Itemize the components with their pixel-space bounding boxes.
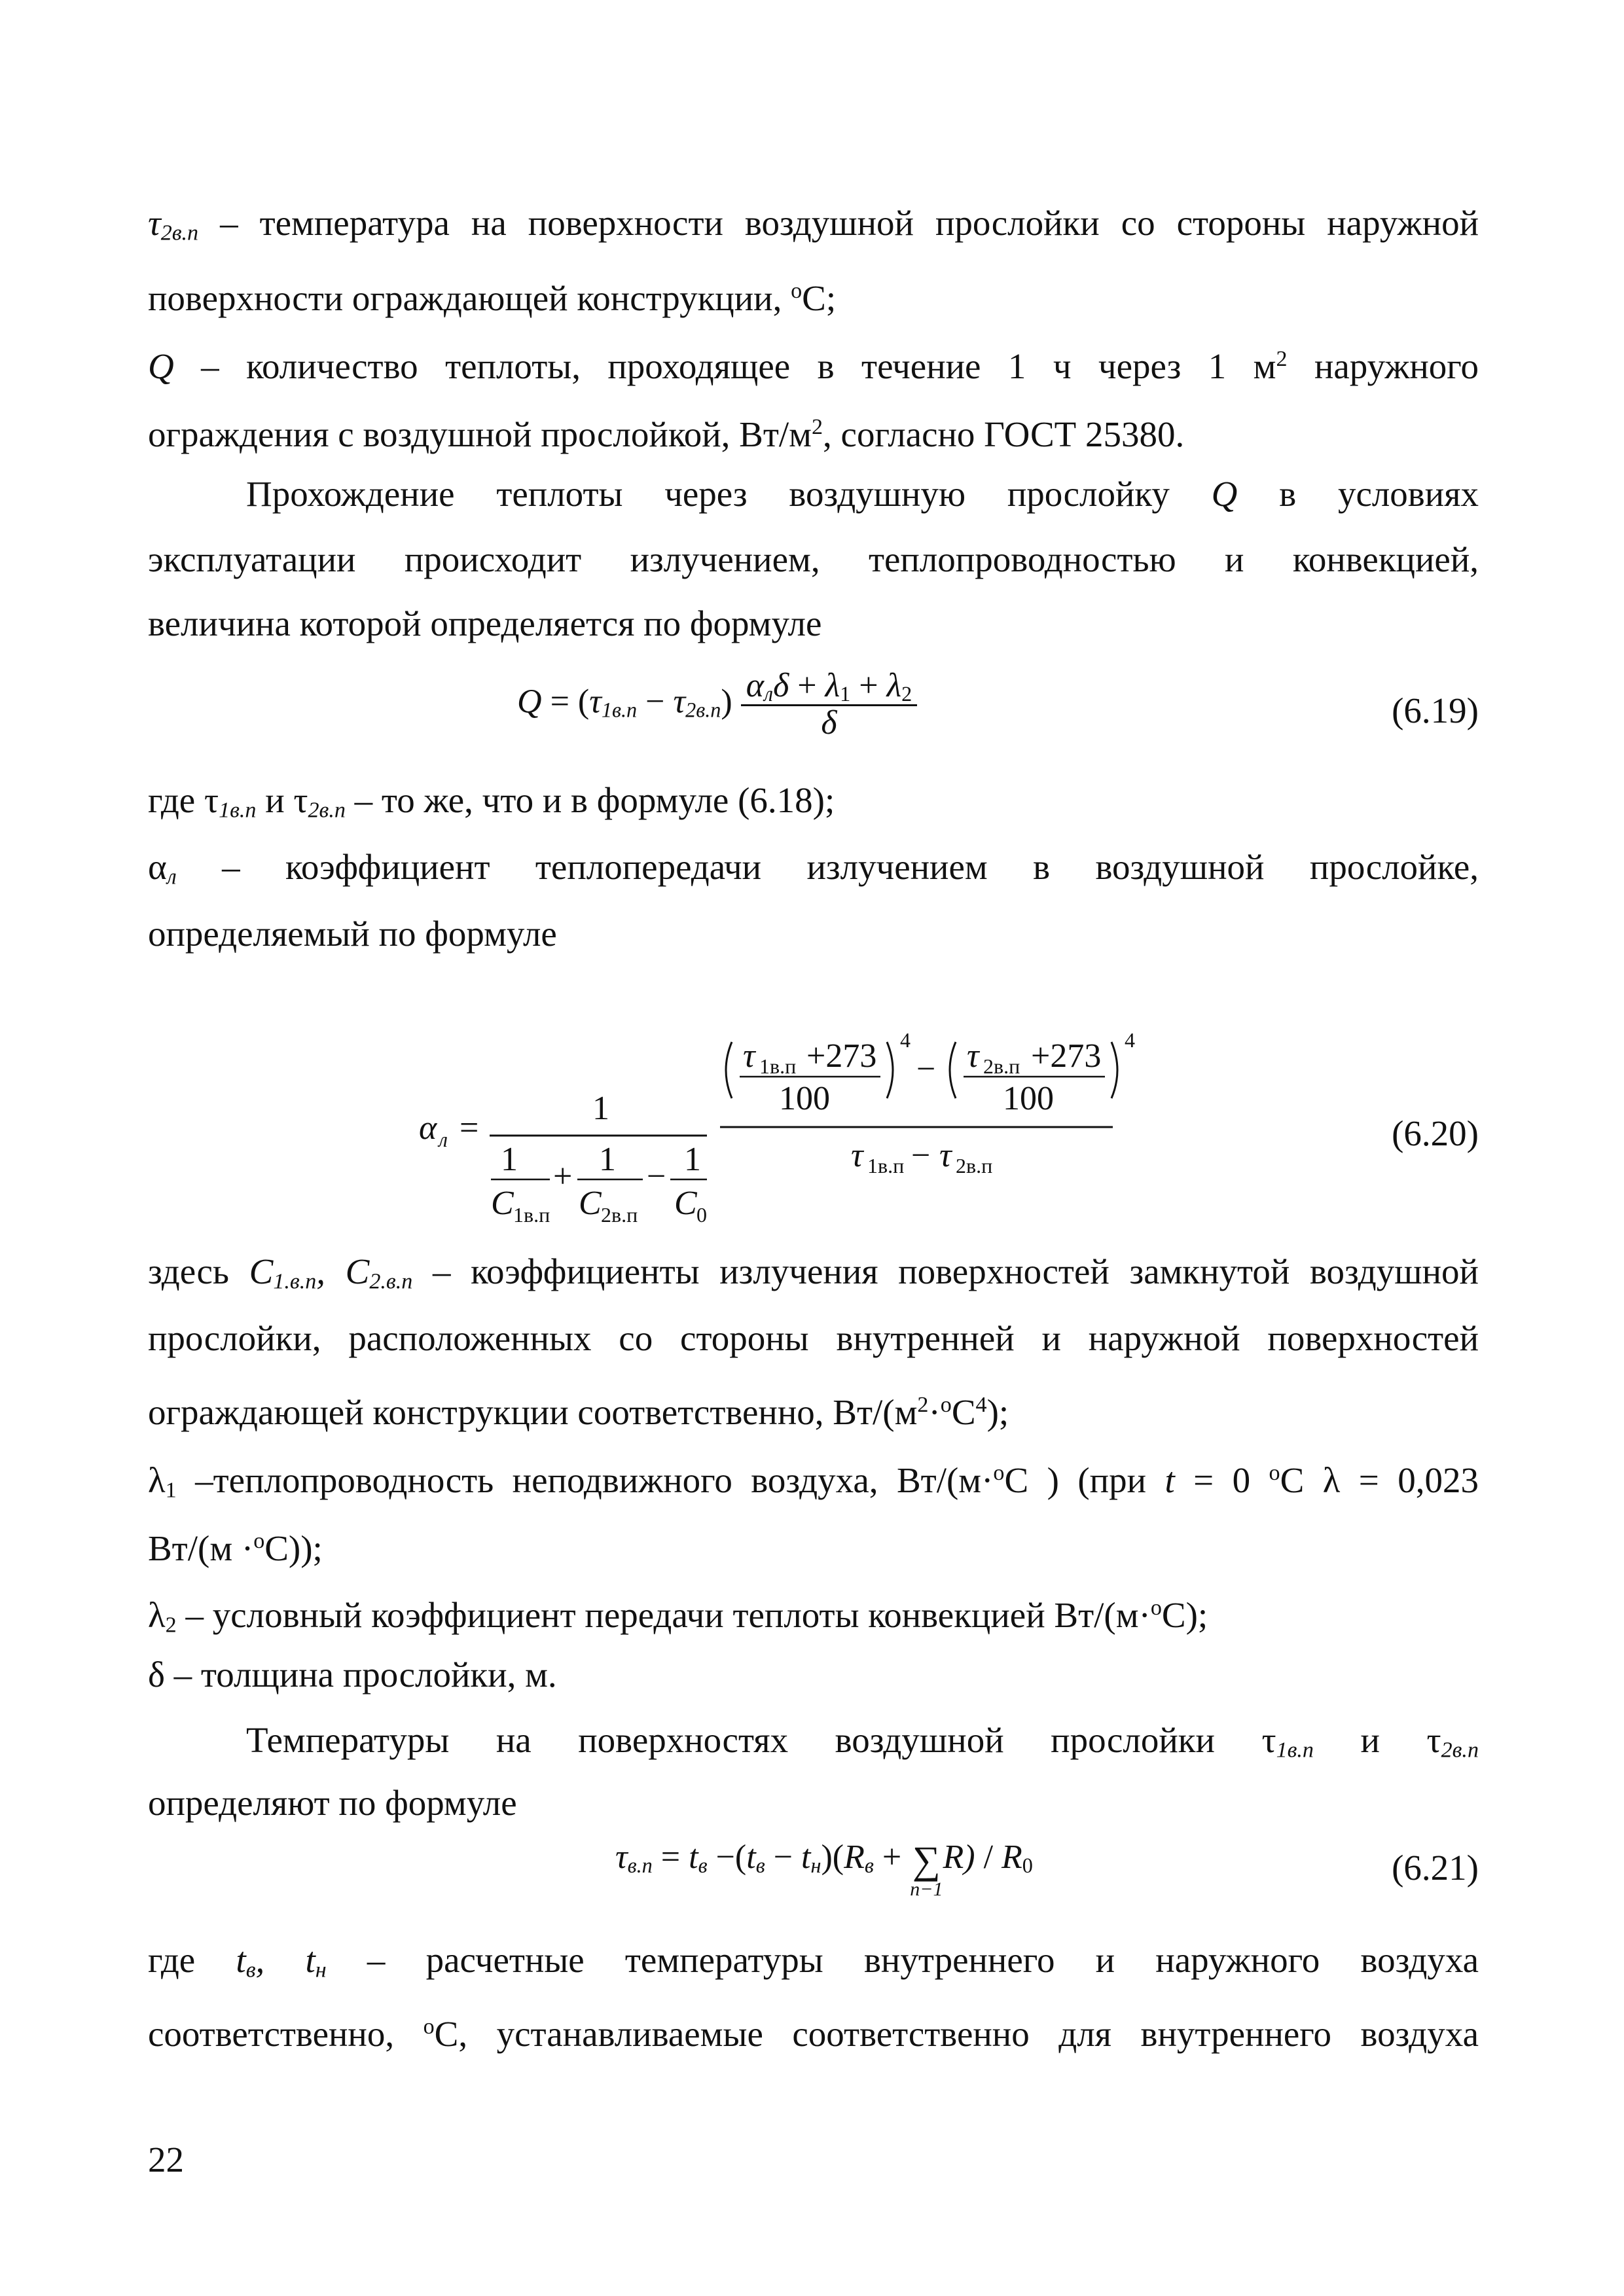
subscript: 2в.п <box>1441 1738 1479 1763</box>
formula-text: − <box>645 683 665 721</box>
text-line <box>148 602 1479 645</box>
text-span: Прохождение теплоты через воздушную прослойку <box>246 474 1212 514</box>
subscript: н <box>810 1854 821 1878</box>
text-span: определяемый по формуле <box>148 914 557 954</box>
fraction <box>741 669 918 740</box>
symbol-c: С <box>249 1251 274 1291</box>
text-span: и τ <box>256 780 308 820</box>
superscript: о <box>993 1461 1005 1485</box>
text-span: = 0 <box>1174 1460 1269 1500</box>
formula-text: λ <box>886 667 902 704</box>
symbol-t: t <box>305 1940 316 1980</box>
text-span: определяют по формуле <box>148 1783 517 1823</box>
text-line <box>148 1384 1479 1434</box>
superscript: 2 <box>917 1393 929 1417</box>
formula-text: R) <box>943 1839 975 1876</box>
subscript: 0 <box>696 1203 707 1227</box>
subscript: в <box>755 1854 765 1878</box>
formula-text: λ <box>825 667 840 704</box>
text-span: С, устанавливаемые соответственно для внутреннего воздуха <box>434 2013 1479 2054</box>
subscript: 2в.п <box>160 221 199 245</box>
text-span: – количество теплоты, проходящее в течение 1 ч через 1 м <box>173 346 1276 386</box>
subscript: 1в.п <box>219 798 257 823</box>
formula-text: + <box>797 667 817 704</box>
text-span: Вт/(м · <box>148 1528 254 1568</box>
page-number: 22 <box>148 2140 184 2179</box>
formula-text: = <box>550 683 569 721</box>
text-line <box>148 2005 1479 2056</box>
formula-text: ) <box>721 683 732 721</box>
superscript: 4 <box>975 1393 987 1417</box>
subscript: л <box>764 682 774 706</box>
text-span: С λ = 0,023 <box>1280 1460 1479 1500</box>
subscript: 1в.п <box>1276 1738 1314 1763</box>
text-span: , согласно ГОСТ 25380. <box>823 414 1185 454</box>
subscript: 1в.п <box>513 1203 550 1227</box>
subscript: 1в.п <box>759 1054 797 1078</box>
formula-text: ( <box>832 1839 844 1876</box>
subscript: в <box>864 1854 874 1878</box>
subscript: 2 <box>901 682 912 706</box>
paren-right <box>1111 1042 1117 1098</box>
text-span: здесь <box>148 1251 249 1291</box>
text-span: ); <box>986 1391 1009 1432</box>
text-line <box>246 1719 1479 1772</box>
subscript: 1 <box>840 682 851 706</box>
text-span: Температуры на поверхностях воздушной прослойки τ <box>246 1720 1276 1760</box>
superscript: о <box>1150 1596 1162 1620</box>
text-span: эксплуатации происходит излучением, теплопроводностью и конвекцией, <box>148 539 1479 579</box>
formula-text: ( <box>577 683 590 721</box>
symbol-c: С <box>345 1251 370 1291</box>
symbol-q: Q <box>1211 474 1238 514</box>
subscript: л <box>439 1128 448 1151</box>
formula-text: τ <box>589 683 602 721</box>
symbol-tau: τ <box>148 203 161 243</box>
text-line <box>246 473 1479 516</box>
formula-text: α <box>419 1109 437 1147</box>
subscript: 2в.п <box>685 698 721 722</box>
formula-text: τ <box>967 1037 979 1075</box>
subscript: в <box>698 1854 708 1878</box>
text-span: С ) (при <box>1004 1460 1165 1500</box>
formula-text: 1 <box>684 1141 701 1178</box>
formula-text: τ <box>743 1037 755 1075</box>
formula-text: t <box>689 1839 698 1876</box>
text-line <box>148 912 1479 956</box>
symbol-lambda: λ <box>148 1460 166 1500</box>
formula-text: R <box>1001 1839 1022 1876</box>
text-span: С); <box>1161 1594 1208 1635</box>
formula-text: + <box>882 1839 902 1876</box>
text-line <box>148 538 1479 581</box>
formula-text: Q <box>517 683 542 721</box>
text-line <box>148 1782 1479 1825</box>
subscript: 0 <box>1022 1854 1033 1878</box>
sum-operator <box>910 1840 943 1899</box>
text-span: – то же, что и в формуле (6.18); <box>345 780 835 820</box>
text-span: прослойки, расположенных со стороны внутренней и наружной поверхностей <box>148 1318 1479 1358</box>
text-span: – условный коэффициент передачи теплоты конвекцией Вт/(м· <box>176 1594 1151 1635</box>
text-span: δ – толщина прослойки, м. <box>148 1655 557 1695</box>
numerator <box>741 669 918 704</box>
subscript: 1в.п <box>601 698 638 722</box>
text-line <box>148 1520 1479 1570</box>
subscript: 1в.п <box>867 1154 905 1177</box>
formula-text: − <box>773 1839 793 1876</box>
text-span: , <box>255 1940 306 1980</box>
text-line <box>148 202 1479 255</box>
text-span: · <box>928 1391 941 1432</box>
formula-text: τ <box>615 1839 628 1876</box>
text-line <box>148 338 1479 388</box>
text-span: величина которой определяется по формуле <box>148 603 822 643</box>
formula-text: − <box>911 1137 931 1174</box>
formula-text: ) <box>821 1839 833 1876</box>
formula-text: δ <box>773 667 789 704</box>
subscript: н <box>315 1958 327 1982</box>
text-span: наружного <box>1287 346 1479 386</box>
formula-text: = <box>660 1839 681 1876</box>
text-span: С; <box>802 278 837 318</box>
paren-right <box>887 1042 893 1098</box>
subscript: 2в.п <box>601 1203 638 1227</box>
formula-text: − <box>647 1158 666 1195</box>
text-span: где <box>148 1940 236 1980</box>
symbol-lambda: λ <box>148 1594 166 1635</box>
superscript: 4 <box>900 1028 911 1052</box>
superscript: 2 <box>811 415 823 439</box>
text-span: и τ <box>1313 1720 1441 1760</box>
superscript: о <box>253 1529 265 1553</box>
text-span: где τ <box>148 780 219 820</box>
formula-text: ( <box>734 1839 747 1876</box>
formula-text: − <box>715 1839 735 1876</box>
text-line <box>148 270 1479 320</box>
formula-text: 100 <box>779 1080 830 1117</box>
formula-text: 1 <box>599 1141 616 1178</box>
text-span: С <box>951 1391 976 1432</box>
formula-text: C <box>579 1185 602 1222</box>
subscript: в <box>245 1958 256 1982</box>
formula-text: R <box>844 1839 865 1876</box>
superscript: 2 <box>1276 347 1288 371</box>
superscript: о <box>423 2015 435 2039</box>
subscript: 2 <box>165 1613 177 1638</box>
text-span: С)); <box>264 1528 323 1568</box>
superscript: о <box>1269 1461 1280 1485</box>
symbol-q: Q <box>148 346 174 386</box>
formula-text: + <box>859 667 878 704</box>
text-span: – коэффициент теплопередачи излучением в воздушной прослойке, <box>176 847 1479 887</box>
subscript: 2в.п <box>983 1054 1020 1078</box>
equation-number: (6.21) <box>1392 1848 1479 1888</box>
text-line <box>148 1653 1479 1696</box>
sigma-symbol: ∑ <box>912 1839 941 1882</box>
text-span: – расчетные температуры внутреннего и наружного воздуха <box>326 1940 1479 1980</box>
text-span: – коэффициенты излучения поверхностей замкнутой воздушной <box>412 1251 1479 1291</box>
equation-number: (6.19) <box>1392 691 1479 730</box>
symbol-t: t <box>236 1940 246 1980</box>
formula-text: 100 <box>1003 1080 1054 1117</box>
text-span: в условиях <box>1237 474 1479 514</box>
text-line <box>148 1939 1479 1992</box>
subscript: 2в.п <box>308 798 346 823</box>
text-line <box>148 1452 1479 1512</box>
formula-6-21 <box>615 1840 1033 1899</box>
formula-text: + <box>553 1158 573 1195</box>
formula-text: t <box>801 1839 811 1876</box>
sum-lower-limit: n−1 <box>910 1878 943 1900</box>
text-line <box>148 1587 1479 1647</box>
equation-number: (6.20) <box>1392 1113 1479 1153</box>
formula-text: +273 <box>806 1037 877 1075</box>
superscript: о <box>940 1393 952 1417</box>
formula-text: C <box>674 1185 697 1222</box>
denominator: δ <box>741 704 918 740</box>
symbol-t: t <box>1164 1460 1175 1500</box>
formula-text: τ <box>673 683 686 721</box>
formula-6-20 <box>406 1028 1191 1244</box>
text-line <box>148 779 1479 833</box>
symbol-alpha: α <box>148 847 167 887</box>
text-span: поверхности ограждающей конструкции, <box>148 278 791 318</box>
formula-text: 1 <box>592 1090 609 1127</box>
subscript: 1 <box>165 1478 177 1503</box>
formula-text: +273 <box>1031 1037 1102 1075</box>
formula-text: 1 <box>501 1141 518 1178</box>
formula-6-19 <box>517 669 917 740</box>
paren-left <box>950 1042 956 1098</box>
formula-text: / <box>983 1839 994 1876</box>
text-span: – температура на поверхности воздушной прослойки со стороны наружной <box>220 203 1479 243</box>
text-line <box>148 846 1479 899</box>
text-span: соответственно, <box>148 2013 424 2054</box>
text-span: ограждающей конструкции соответственно, Вт/(м <box>148 1391 918 1432</box>
text-line <box>148 1317 1479 1360</box>
formula-text: = <box>460 1109 479 1147</box>
text-span: ограждения с воздушной прослойкой, Вт/м <box>148 414 812 454</box>
text-line <box>148 406 1479 456</box>
paren-left <box>726 1042 732 1098</box>
text-span: , <box>316 1251 346 1291</box>
formula-text: t <box>746 1839 756 1876</box>
text-line <box>148 1250 1479 1304</box>
subscript: 1.в.п <box>273 1269 317 1294</box>
subscript: в.п <box>627 1854 653 1878</box>
formula-text: − <box>916 1050 936 1088</box>
subscript: л <box>166 865 177 889</box>
superscript: о <box>791 279 803 303</box>
superscript: 4 <box>1125 1028 1135 1052</box>
subscript: 2в.п <box>956 1154 993 1177</box>
subscript: 2.в.п <box>369 1269 413 1294</box>
text-span: –теплопроводность неподвижного воздуха, Вт/(м· <box>176 1460 994 1500</box>
formula-text: C <box>491 1185 514 1222</box>
formula-text: τ <box>939 1137 952 1174</box>
formula-text: τ <box>851 1137 863 1174</box>
formula-text: α <box>746 667 765 704</box>
